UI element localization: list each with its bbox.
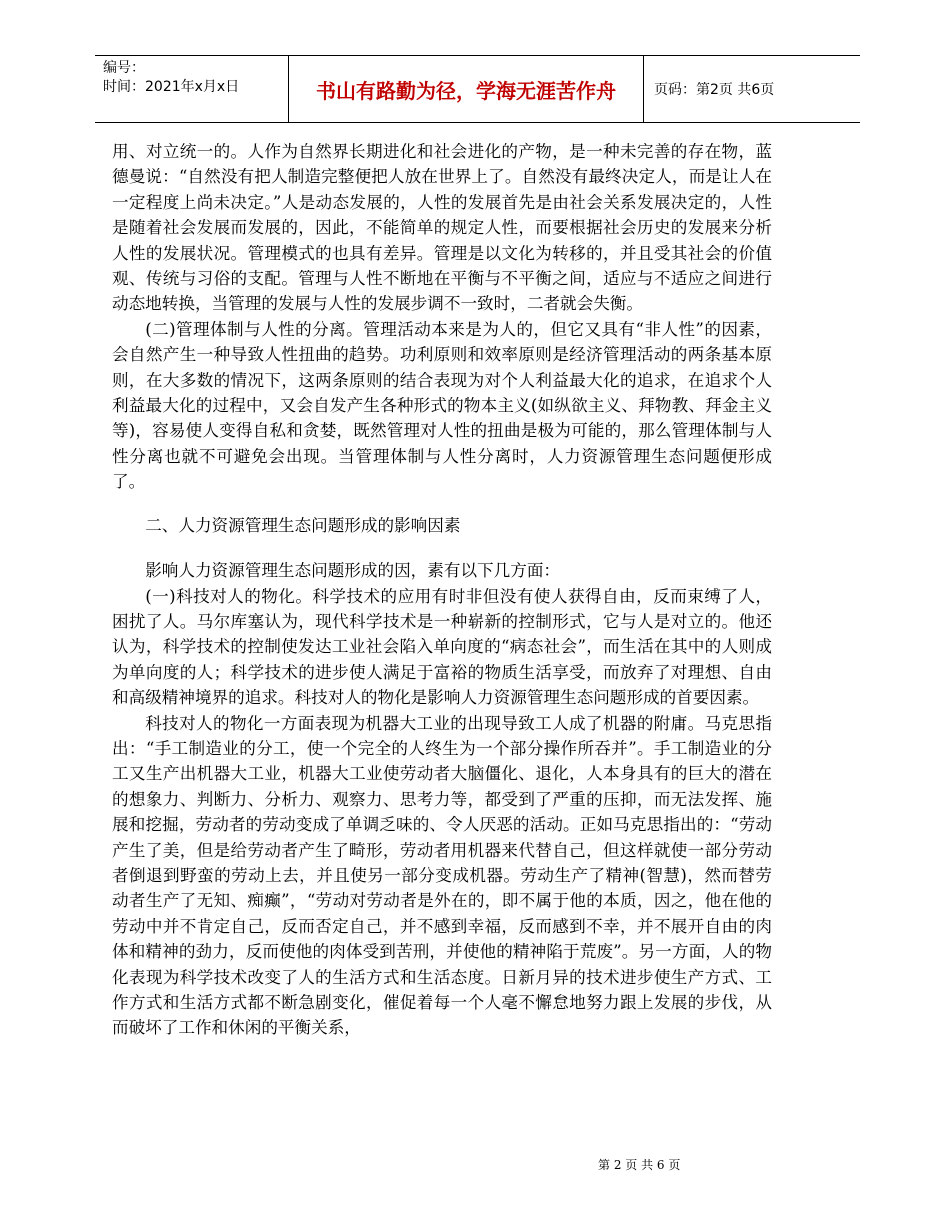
page-header bbox=[95, 55, 860, 123]
paragraph-2: (二)管理体制与人性的分离。管理活动本来是为人的，但它又具有“非人性”的因素，会自然产生一种导致人性扭曲的趋势。功利原则和效率原则是经济管理活动的两条基本原则，在大多数的情况下，这两条原则的结合表现为对个人利益最大化的追求，在追求个人利益最大化的过程中，又会自发产生各种形式的物本主义(如纵欲主义、拜物教、拜金主义等)，容易使人变得自私和贪婪，既然管理对人性的扭曲是极为可能的，那么管理体制与人性分离也就不可避免会出现。当管理体制与人性分离时，人力资源管理生态问题便形成了。 bbox=[112, 319, 772, 492]
header-page-info: 页码：第2页 共6页 bbox=[654, 82, 775, 98]
header-meta bbox=[103, 59, 283, 97]
paragraph-3: 影响人力资源管理生态问题形成的因，素有以下几方面： bbox=[145, 561, 561, 581]
number-label: 编号： bbox=[103, 60, 145, 76]
paragraph-5: 科技对人的物化一方面表现为机器大工业的出现导致工人成了机器的附庸。马克思指出：“手工制造业的分工，使一个完全的人终生为一个部分操作所吞并”。手工制造业的分工又生产出机器大工业，机器大工业使劳动者大脑僵化、退化，人本身具有的巨大的潜在的想象力、判断力、分析力、观察力、思考力等，都受到了严重的压抑，而无法发挥、施展和挖掘，劳动者的劳动变成了单调乏味的、令人厌恶的活动。正如马克思指出的：“劳动产生了美，但是给劳动者产生了畸形，劳动者用机器来代替自己，但这样就使一部分劳动者倒退到野蛮的劳动上去，并且使另一部分变成机器。劳动生产了精神(智慧)，然而替劳动者生产了无知、痴癫”，“劳动对劳动者是外在的，即不属于他的本质，因之，他在他的劳动中并不肯定自己，反而否定自己，并不感到幸福，反而感到不幸，并不展开自由的肉体和精神的劲力，反而使他的肉体受到苦刑，并使他的精神陷于荒废”。另一方面，人的物化表现为科学技术改变了人的生活方式和生活态度。日新月异的技术进步使生产方式、工作方式和生活方式都不断急剧变化，催促着每一个人毫不懈怠地努力跟上发展的步伐，从而破坏了工作和休闲的平衡关系， bbox=[112, 713, 772, 1038]
section-heading: 二、人力资源管理生态问题形成的影响因素 bbox=[145, 515, 461, 535]
header-motto: 书山有路勤为径，学海无涯苦作舟 bbox=[288, 56, 644, 122]
page-footer: 第 2 页 共 6 页 bbox=[598, 1158, 681, 1172]
time-label: 时间：2021年x月x日 bbox=[103, 79, 240, 95]
paragraph-4: (一)科技对人的物化。科学技术的应用有时非但没有使人获得自由，反而束缚了人，困扰了人。马尔库塞认为，现代科学技术是一种崭新的控制形式，它与人是对立的。他还认为，科学技术的控制使发达工业社会陷入单向度的“病态社会”，而生活在其中的人则成为单向度的人；科学技术的进步使人满足于富裕的物质生活享受，而放弃了对理想、自由和高级精神境界的追求。科技对人的物化是影响人力资源管理生态问题形成的首要因素。 bbox=[112, 586, 772, 708]
document-body bbox=[112, 139, 772, 1041]
paragraph-1: 用、对立统一的。人作为自然界长期进化和社会进化的产物，是一种未完善的存在物，蓝德曼说：“自然没有把人制造完整便把人放在世界上了。自然没有最终决定人，而是让人在一定程度上尚未决定。”人是动态发展的，人性的发展首先是由社会关系发展决定的，人性是随着社会发展而发展的，因此，不能简单的规定人性，而要根据社会历史的发展来分析人性的发展状况。管理模式的也具有差异。管理是以文化为转移的，并且受其社会的价值观、传统与习俗的支配。管理与人性不断地在平衡与不平衡之间，适应与不适应之间进行动态地转换，当管理的发展与人性的发展步调不一致时，二者就会失衡。 bbox=[112, 142, 772, 314]
